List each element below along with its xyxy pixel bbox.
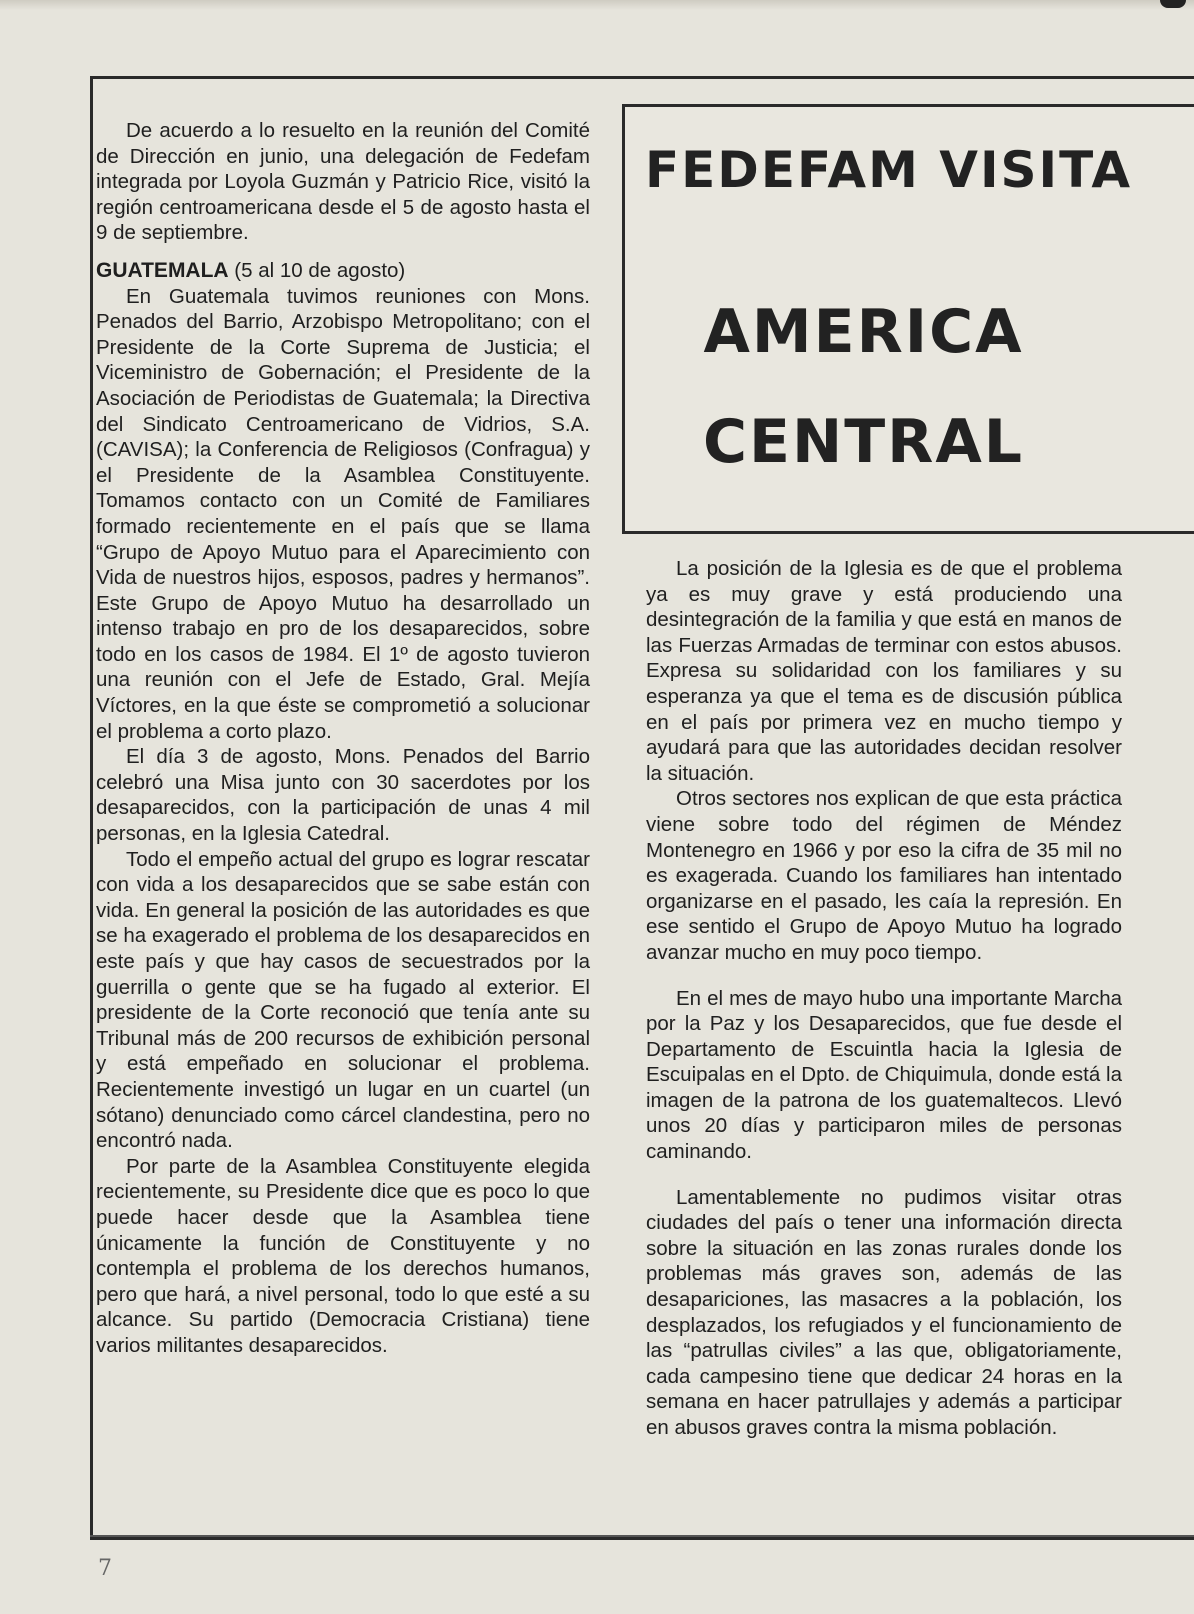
right-column	[646, 556, 1122, 1441]
footer-rule	[90, 1535, 1194, 1537]
page-number: 7	[98, 1556, 112, 1581]
title-box	[622, 104, 1194, 534]
section-dates: (5 al 10 de agosto)	[228, 258, 406, 282]
paragraph-4: Por parte de la Asamblea Constituyente elegida recientemente, su Presidente dice que es poco lo que puede hacer desde que la Asamblea tiene únicamente la función de Constituyente y no contempla el problema de los derechos humanos, pero que hará, a nivel personal, todo lo que esté a su alcance. Su partido (Democracia Cristiana) tiene varios militantes desaparecidos.	[96, 1154, 590, 1357]
section-heading: GUATEMALA	[96, 258, 229, 282]
right-paragraph-2: Otros sectores nos explican de que esta práctica viene sobre todo del régimen de Méndez Montenegro en 1966 y por eso la cifra de 35 mil no es exagerada. Cuando los familiares han intentado organizarse en el pasado, les caía la represión. En ese sentido el Grupo de Apoyo Mutuo ha logrado avanzar mucho en muy poco tiempo.	[646, 787, 1122, 964]
paragraph-2: El día 3 de agosto, Mons. Penados del Barrio celebró una Misa junto con 30 sacerdotes por los desaparecidos, con la participación de unas 4 mil personas, en la Iglesia Catedral.	[96, 745, 590, 846]
right-paragraph-3: En el mes de mayo hubo una importante Marcha por la Paz y los Desaparecidos, que fue desde el Departamento de Escuintla hacia la Iglesia de Escuipalas en el Dpto. de Chiquimula, donde está la imagen de la patrona de los guatemaltecos. Llevó unos 20 días y participaron miles de personas caminando.	[646, 986, 1122, 1164]
intro-paragraph: De acuerdo a lo resuelto en la reunión del Comité de Dirección en junio, una delegación de Fedefam integrada por Loyola Guzmán y Patricio Rice, visitó la región centroamericana desde el 5 de agosto hasta el 9 de septiembre.	[96, 119, 590, 245]
right-paragraph-4: Lamentablemente no pudimos visitar otras ciudades del país o tener una información directa sobre la situación en las zonas rurales donde los problemas más graves son, además de las desapariciones, las masacres a la población, los desplazados, los refugiados y el funcionamiento de las “patrullas civiles” a las que, obligatoriamente, cada campesino tiene que dedicar 24 horas en la semana en hacer patrullajes y además a participar en abusos graves contra la misma población.	[646, 1185, 1122, 1439]
title-line-1: FEDEFAM VISITA	[645, 141, 1133, 199]
left-column	[96, 118, 590, 1359]
title-line-2: AMERICA	[703, 297, 1024, 367]
page-top-edge	[0, 0, 1194, 10]
right-paragraph-1: La posición de la Iglesia es de que el problema ya es muy grave y está produciendo una desintegración de la familia y que está en manos de las Fuerzas Armadas de terminar con estos abusos. Expresa su solidaridad con los familiares y su esperanza ya que el tema es de discusión pública en el país por primera vez en mucho tiempo y ayudará para que las autoridades decidan resolver la situación.	[646, 557, 1122, 785]
paragraph-3: Todo el empeño actual del grupo es lograr rescatar con vida a los desaparecidos que se sabe están con vida. En general la posición de las autoridades es que se ha exagerado el problema de los desaparecidos en este país y que hay casos de secuestrados por la guerrilla o gente que se ha fugado al exterior. El presidente de la Corte reconoció que tenía ante su Tribunal más de 200 recursos de exhibición personal y está empeñado en solucionar el problema. Recientemente investigó un lugar en un cuartel (un sótano) denunciado como cárcel clandestina, pero no encontró nada.	[96, 847, 590, 1153]
section-heading-line	[96, 258, 590, 284]
title-line-3: CENTRAL	[702, 407, 1025, 477]
corner-mark	[1160, 0, 1186, 8]
paragraph-1: En Guatemala tuvimos reuniones con Mons. Penados del Barrio, Arzobispo Metropolitano; con el Presidente de la Corte Suprema de Justicia; el Viceministro de Gobernación; el Presidente de la Asociación de Periodistas de Guatemala; la Directiva del Sindicato Centroamericano de Vidrios, S.A. (CAVISA); la Conferencia de Religiosos (Confragua) y el Presidente de la Asamblea Constituyente. Tomamos contacto con un Comité de Familiares formado recientemente en el país que se llama “Grupo de Apoyo Mutuo para el Aparecimiento con Vida de nuestros hijos, esposos, padres y hermanos”. Este Grupo de Apoyo Mutuo ha desarrollado un intenso trabajo en pro de los desaparecidos, sobre todo en los casos de 1984. El 1º de agosto tuvieron una reunión con el Jefe de Estado, Gral. Mejía Víctores, en la que éste se comprometió a solucionar el problema a corto plazo.	[96, 284, 590, 743]
